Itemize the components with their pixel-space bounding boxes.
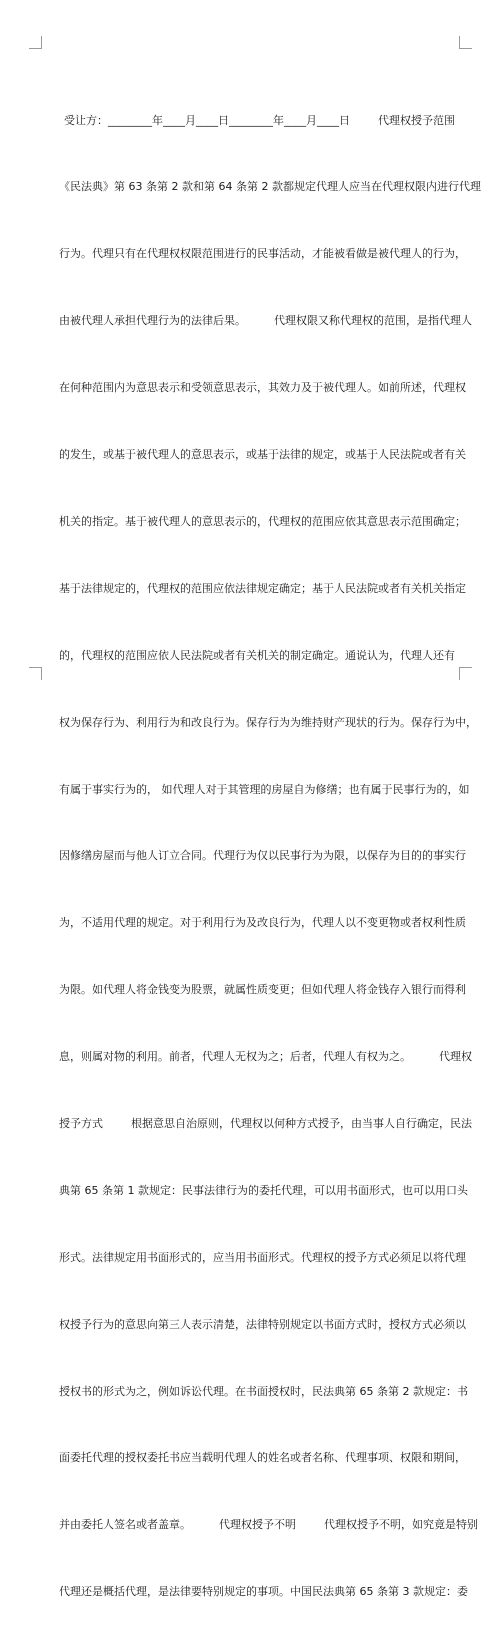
text-line: 的发生，或基于被代理人的意思表示，或基于法律的规定，或基于人民法院或者有关 (59, 448, 466, 462)
text-line-header: 受让方：________年____月____日________年____月____日 代理权授予范围 (64, 113, 455, 127)
text-line: 息，则属对物的利用。前者，代理人无权为之；后者，代理人有权为之。 代理权 (59, 1050, 472, 1064)
text-line: 为限。如代理人将金钱变为股票，就属性质变更；但如代理人将金钱存入银行而得利 (59, 983, 466, 997)
text-line: 代理还是概括代理，是法律要特别规定的事项。中国民法典第 65 条第 3 款规定：委 (59, 1585, 468, 1599)
document-body (59, 65, 481, 1648)
text-line: 有属于事实行为的， 如代理人对于其管理的房屋自为修缮；也有属于民事行为的，如 (59, 782, 470, 796)
text-line: 权授予行为的意思向第三人表示清楚，法律特别规定以书面方式时，授权方式必须以 (59, 1317, 466, 1331)
crop-mark-top-right (459, 36, 472, 49)
crop-mark-bottom-left (29, 667, 42, 680)
text-line: 机关的指定。基于被代理人的意思表示的，代理权的范围应依其意思表示范围确定； (59, 514, 466, 528)
text-line: 面委托代理的授权委托书应当载明代理人的姓名或者名称、代理事项、权限和期间， (59, 1451, 466, 1465)
text-line: 授权书的形式为之，例如诉讼代理。在书面授权时，民法典第 65 条第 2 款规定：书 (59, 1384, 468, 1398)
text-line: 在何种范围内为意思表示和受领意思表示，其效力及于被代理人。如前所述，代理权 (59, 381, 466, 395)
crop-mark-top-left (29, 36, 42, 49)
text-line: 的，代理权的范围应依人民法院或者有关机关的制定确定。通说认为，代理人还有 (59, 648, 455, 662)
text-line: 权为保存行为、利用行为和改良行为。保存行为为维持财产现状的行为。保存行为中， (59, 715, 477, 729)
crop-mark-bottom-right (459, 667, 472, 680)
text-line: 由被代理人承担代理行为的法律后果。 代理权限又称代理权的范围，是指代理人 (59, 314, 472, 328)
text-line: 行为。代理只有在代理权权限范围进行的民事活动，才能被看做是被代理人的行为， (59, 247, 466, 261)
text-line: 授予方式 根据意思自治原则，代理权以何种方式授予，由当事人自行确定，民法 (59, 1116, 472, 1130)
text-line: 基于法律规定的，代理权的范围应依法律规定确定；基于人民法院或者有关机关指定 (59, 581, 466, 595)
text-line: 并由委托人签名或者盖章。 代理权授予不明 代理权授予不明，如究竟是特别 (59, 1518, 478, 1532)
text-line: 为，不适用代理的规定。对于利用行为及改良行为，代理人以不变更物或者权利性质 (59, 916, 466, 930)
text-line: 《民法典》第 63 条第 2 款和第 64 条第 2 款都规定代理人应当在代理权限内进行代理 (59, 180, 481, 194)
text-line: 形式。法律规定用书面形式的，应当用书面形式。代理权的授予方式必须足以将代理 (59, 1250, 466, 1264)
text-line: 典第 65 条第 1 款规定：民事法律行为的委托代理，可以用书面形式，也可以用口头 (59, 1183, 468, 1197)
text-line: 因修缮房屋而与他人订立合同。代理行为仅以民事行为为限，以保存为目的的事实行 (59, 849, 466, 863)
